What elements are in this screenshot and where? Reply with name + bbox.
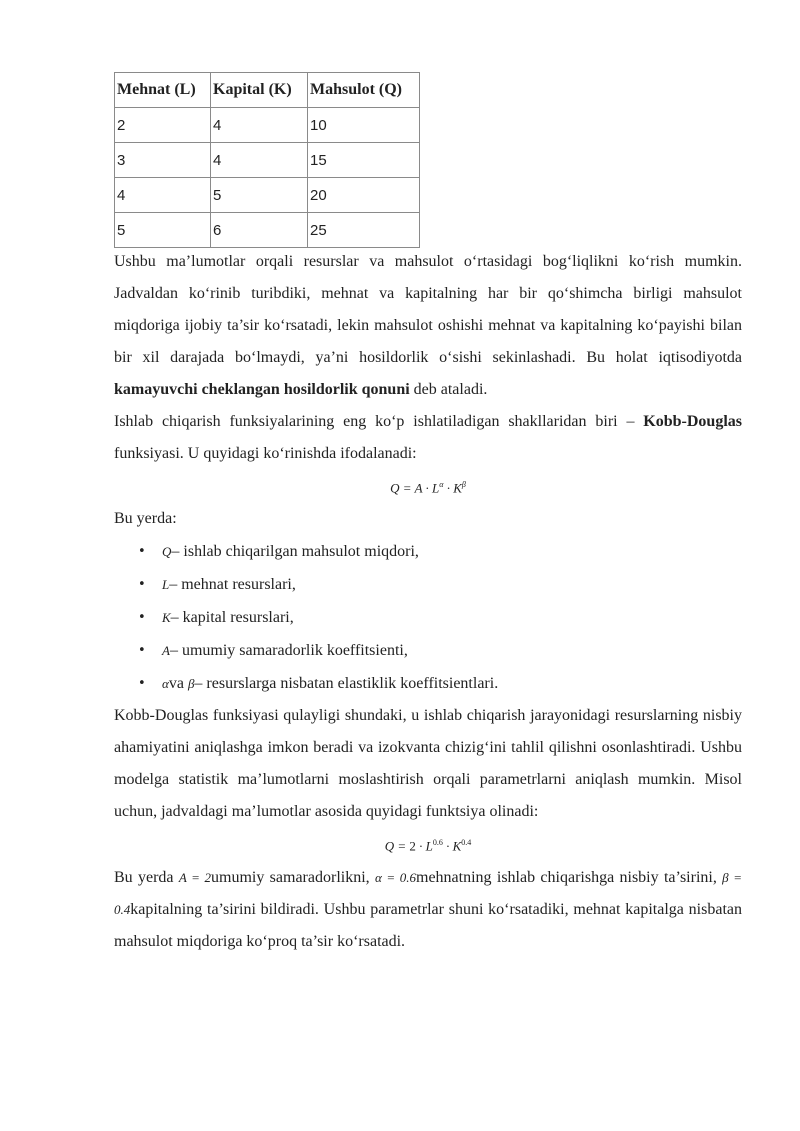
- table-header-row: [115, 73, 420, 108]
- math-symbol: A: [162, 643, 170, 659]
- formula-estimated: [114, 828, 742, 861]
- math-inline: α = 0.6: [374, 869, 416, 885]
- list-item-text: va: [168, 675, 188, 693]
- paragraph-resources-output: [114, 246, 742, 406]
- paragraph-text: Ishlab chiqarish funksiyalarining eng ko‘p ishlatiladigan shakllaridan biri –: [114, 413, 644, 430]
- list-item-text: – resurslarga nisbatan elastiklik koeffitsientlari.: [194, 675, 499, 693]
- table-cell: 4: [211, 143, 308, 178]
- paragraph-text: deb ataladi.: [409, 381, 488, 398]
- table-cell: 6: [211, 213, 308, 248]
- intro-label: Bu yerda:: [114, 510, 177, 528]
- table-cell: 5: [211, 178, 308, 213]
- formula-operator: ·: [415, 838, 426, 854]
- list-item-text: – mehnat resurslari,: [169, 576, 296, 594]
- list-item: [114, 667, 742, 700]
- list-item: [114, 601, 742, 634]
- formula-symbol: Q: [390, 480, 400, 496]
- table-cell: 5: [115, 213, 211, 248]
- math-symbol: α: [162, 676, 169, 692]
- formula-exponent: 0.4: [461, 838, 472, 848]
- formula-operator: =: [399, 480, 415, 496]
- bold-term: Kobb-Douglas: [643, 413, 742, 430]
- table-cell: 3: [115, 143, 211, 178]
- table-row: [115, 213, 420, 248]
- formula-general: [114, 470, 742, 503]
- list-item: [114, 535, 742, 568]
- table-cell: 10: [308, 108, 420, 143]
- table-cell: 4: [211, 108, 308, 143]
- paragraph-text: mehnatning ishlab chiqarishga nisbiy ta’sirini,: [416, 868, 723, 886]
- formula-exponent: 0.6: [432, 838, 443, 848]
- table-header-cell: Mahsulot (Q): [308, 73, 420, 108]
- paragraph-text: kapitalning ta’sirini bildiradi. Ushbu parametrlar shuni ko‘rsatadiki, mehnat kapitalga nisbatan mahsulot miqdoriga ko‘proq ta’sir ko‘rsatadi.: [114, 900, 742, 950]
- list-item-text: – umumiy samaradorlik koeffitsienti,: [169, 642, 408, 660]
- formula-symbol: A: [414, 480, 423, 496]
- math-inline: β = 0.4: [114, 869, 742, 917]
- table-cell: 25: [308, 213, 420, 248]
- formula-operator: ·: [442, 838, 453, 854]
- formula-operator: ·: [422, 480, 433, 496]
- formula-exponent: β: [461, 480, 466, 489]
- table-cell: 2: [115, 108, 211, 143]
- bold-term: kamayuvchi cheklangan hosildorlik qonuni: [114, 381, 410, 398]
- math-symbol: K: [162, 610, 171, 626]
- table-row: [115, 178, 420, 213]
- list-item-text: – kapital resurslari,: [170, 609, 294, 627]
- definitions-list: [114, 535, 742, 700]
- formula-symbol: L: [432, 480, 440, 496]
- paragraph-advantages: Kobb-Douglas funksiyasi qulayligi shundaki, u ishlab chiqarish jarayonidagi resurslarning nisbiy ahamiyatini aniqlashga imkon beradi va izokvanta chizig‘ini tahlil qilishni osonlashtiradi. Ushbu modelga statistik ma’lumotlarni moslashtirish orqali parametrlarni aniqlash mumkin. Misol uchun, jadvaldagi ma’lumotlar asosida quyidagi funktsiya olinadi:: [114, 707, 742, 821]
- list-item: [114, 634, 742, 667]
- paragraph-cobb-douglas-intro: [114, 406, 742, 470]
- formula-symbol: Q: [384, 838, 395, 854]
- table-row: [115, 108, 420, 143]
- document-page: [114, 72, 742, 958]
- paragraph-parameters: [114, 862, 742, 958]
- math-symbol: Q: [162, 544, 172, 560]
- paragraph-text: Bu yerda: [114, 868, 179, 886]
- formula-symbol: K: [452, 838, 462, 854]
- formula-exponent: α: [439, 480, 444, 489]
- formula-symbol: 2: [409, 838, 416, 854]
- table-cell: 15: [308, 143, 420, 178]
- formula-operator: =: [394, 838, 410, 854]
- list-item: [114, 568, 742, 601]
- paragraph-text: Ushbu ma’lumotlar orqali resurslar va mahsulot o‘rtasidagi bog‘liqlikni ko‘rish mumkin. Jadvaldan ko‘rinib turibdiki, mehnat va kapitalning har bir qo‘shimcha birligi mahsulot miqdoriga ijobiy ta’sir ko‘rsatadi, lekin mahsulot oshishi mehnat va kapitalning ko‘payishi bilan bir xil darajada bo‘lmaydi, ya’ni hosildorlik o‘sishi sekinlashadi. Bu holat iqtisodiyotda: [114, 253, 742, 366]
- math-inline: A = 2: [178, 869, 212, 885]
- table-row: [115, 143, 420, 178]
- math-symbol: β: [187, 676, 195, 692]
- paragraph-text: funksiyasi. U quyidagi ko‘rinishda ifodalanadi:: [114, 445, 417, 462]
- math-symbol: L: [162, 577, 170, 593]
- table-header-cell: Kapital (K): [211, 73, 308, 108]
- production-data-table: [114, 72, 420, 248]
- paragraph-text: umumiy samaradorlikni,: [211, 868, 375, 886]
- table-cell: 4: [115, 178, 211, 213]
- list-item-text: – ishlab chiqarilgan mahsulot miqdori,: [171, 543, 419, 561]
- table-header-cell: Mehnat (L): [115, 73, 211, 108]
- formula-operator: ·: [443, 480, 454, 496]
- formula-symbol: L: [425, 838, 433, 854]
- formula-symbol: K: [453, 480, 462, 496]
- table-cell: 20: [308, 178, 420, 213]
